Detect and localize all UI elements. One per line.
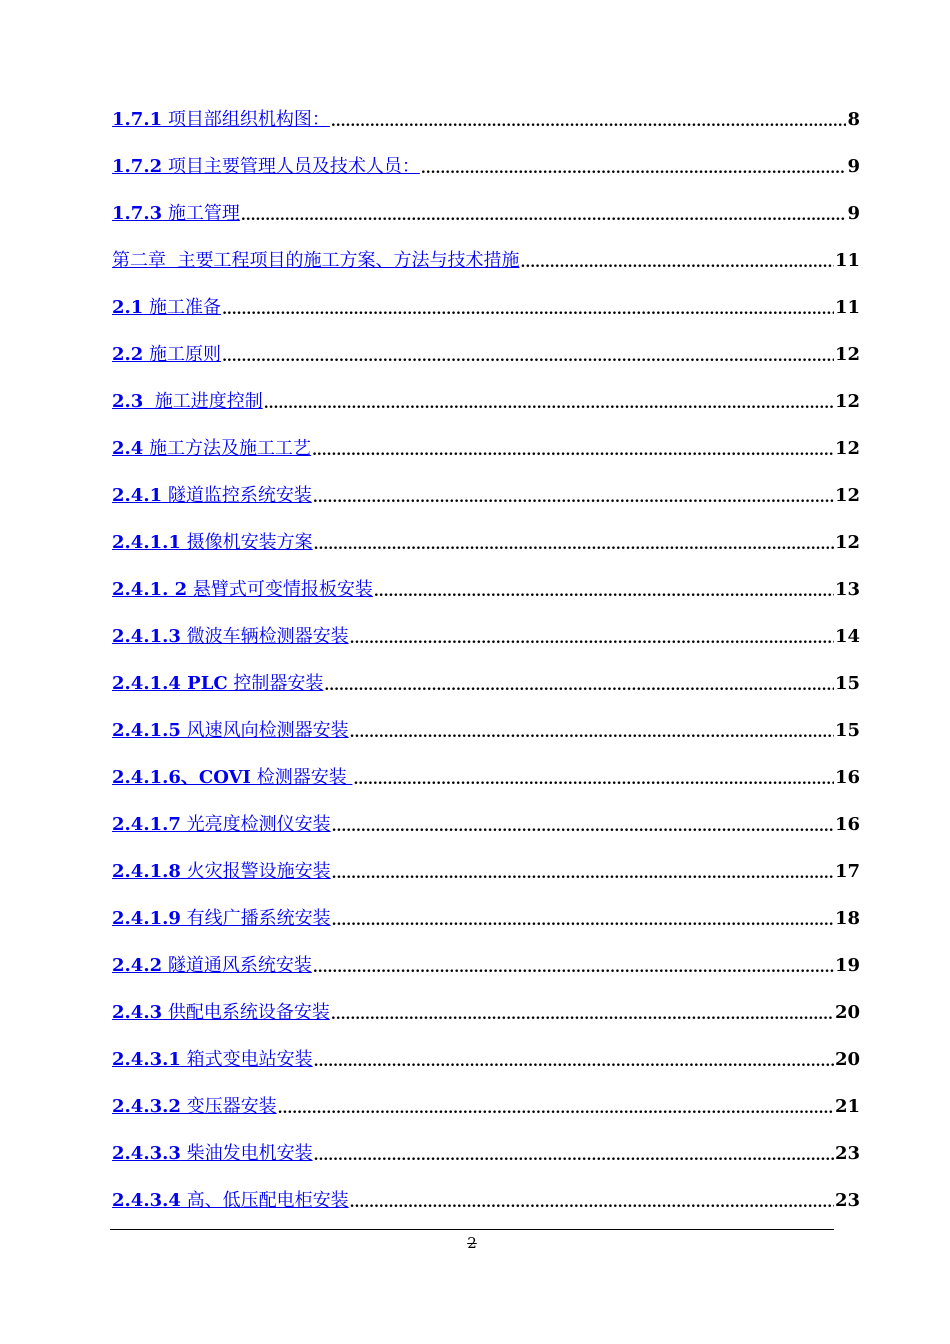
- toc-dot-leader: [313, 487, 834, 509]
- toc-entry-number: 1.7.1: [112, 108, 163, 130]
- toc-entry-title: 微波车辆检测器安装: [180, 625, 349, 647]
- toc-entry-link[interactable]: [112, 579, 373, 601]
- toc-entry-link[interactable]: [112, 203, 240, 225]
- toc-dot-leader: [332, 910, 834, 932]
- toc-entry[interactable]: [112, 190, 860, 237]
- toc-dot-leader: [331, 111, 847, 133]
- toc-entry-page: 20: [834, 1001, 860, 1023]
- toc-entry-page: 20: [834, 1048, 860, 1070]
- toc-entry[interactable]: [112, 707, 860, 754]
- toc-entry-title: 控制器安装: [227, 672, 324, 694]
- toc-entry-number: 2.4.3.1: [112, 1048, 181, 1070]
- toc-entry-page: 12: [834, 343, 860, 365]
- toc-dot-leader: [332, 863, 834, 885]
- toc-entry-title: 供配电系统设备安装: [162, 1001, 330, 1023]
- toc-entry-link[interactable]: [112, 250, 519, 272]
- toc-entry[interactable]: [112, 143, 860, 190]
- toc-dot-leader: [520, 252, 833, 274]
- toc-dot-leader: [374, 581, 834, 603]
- toc-entry-page: 8: [847, 108, 860, 130]
- toc-entry-title: 施工方法及施工工艺: [143, 437, 312, 459]
- toc-entry-link[interactable]: [112, 532, 313, 554]
- toc-dot-leader: [350, 722, 834, 744]
- toc-entry-link[interactable]: [112, 955, 312, 977]
- toc-entry-title: 变压器安装: [180, 1095, 277, 1117]
- toc-entry-link[interactable]: [112, 767, 352, 789]
- toc-entry-link[interactable]: [112, 438, 311, 460]
- toc-entry-title: 项目主要管理人员及技术人员：: [162, 155, 420, 177]
- toc-dot-leader: [222, 299, 834, 321]
- toc-dot-leader: [324, 675, 834, 697]
- toc-entry-page: 21: [834, 1095, 860, 1117]
- toc-entry-title: 火灾报警设施安装: [180, 860, 331, 882]
- toc-entry-page: 12: [834, 390, 860, 412]
- footer-divider: [110, 1229, 834, 1230]
- toc-entry-title: 施工进度控制: [143, 390, 263, 412]
- toc-entry-link[interactable]: [112, 814, 331, 836]
- toc-entry-link[interactable]: [112, 109, 330, 131]
- toc-entry-link[interactable]: [112, 1002, 330, 1024]
- toc-dot-leader: [331, 1004, 834, 1026]
- toc-entry[interactable]: [112, 1130, 860, 1177]
- toc-entry-page: 12: [834, 484, 860, 506]
- toc-entry-page: 11: [834, 296, 860, 318]
- toc-entry-page: 14: [834, 625, 860, 647]
- toc-entry-link[interactable]: [112, 720, 349, 742]
- toc-entry-title: 光亮度检测仪安装: [180, 813, 331, 835]
- toc-entry-page: 15: [834, 719, 860, 741]
- toc-entry-number: 2.4.1.4 PLC: [112, 672, 228, 694]
- toc-entry-number: 2.4: [112, 437, 144, 459]
- toc-entry[interactable]: [112, 942, 860, 989]
- toc-entry[interactable]: [112, 848, 860, 895]
- toc-dot-leader: [313, 957, 834, 979]
- toc-entry-page: 13: [834, 578, 860, 600]
- toc-entry[interactable]: [112, 660, 860, 707]
- toc-dot-leader: [350, 1192, 834, 1214]
- toc-entry[interactable]: [112, 472, 860, 519]
- toc-entry-page: 17: [834, 860, 860, 882]
- toc-dot-leader: [314, 1145, 834, 1167]
- toc-entry-number: 2.4.1.7: [112, 813, 181, 835]
- toc-entry-link[interactable]: [112, 626, 349, 648]
- toc-entry-number: 2.4.1.1: [112, 531, 181, 553]
- toc-entry-page: 16: [834, 813, 860, 835]
- toc-entry-number: 2.4.1.5: [112, 719, 181, 741]
- toc-entry-page: 12: [834, 437, 860, 459]
- toc-entry-number: 1.7.3: [112, 202, 163, 224]
- toc-entry[interactable]: [112, 754, 860, 801]
- toc-entry-number: 2.4.1.8: [112, 860, 181, 882]
- toc-entry-title: 高、低压配电柜安装: [180, 1189, 349, 1211]
- toc-entry[interactable]: [112, 237, 860, 284]
- toc-entry-page: 23: [834, 1189, 860, 1211]
- toc-entry-link[interactable]: [112, 297, 221, 319]
- toc-dot-leader: [222, 346, 834, 368]
- toc-entry-number: 2.4.3.2: [112, 1095, 181, 1117]
- toc-entry-page: 11: [834, 249, 860, 271]
- toc-entry-number: 2.4.1.3: [112, 625, 181, 647]
- toc-entry[interactable]: [112, 425, 860, 472]
- toc-entry-title: 施工准备: [143, 296, 222, 318]
- toc-entry-title: 项目部组织机构图：: [162, 108, 330, 130]
- toc-entry-link[interactable]: [112, 485, 312, 507]
- toc-entry-number: 2.4.2: [112, 954, 163, 976]
- toc-dot-leader: [350, 628, 834, 650]
- toc-entry-link[interactable]: [112, 391, 263, 413]
- toc-entry-number: 2.3: [112, 390, 144, 412]
- toc-entry[interactable]: [112, 566, 860, 613]
- toc-entry-title: 箱式变电站安装: [180, 1048, 313, 1070]
- toc-dot-leader: [312, 440, 834, 462]
- toc-entry-number: 2.2: [112, 343, 144, 365]
- toc-entry[interactable]: [112, 613, 860, 660]
- toc-entry[interactable]: [112, 801, 860, 848]
- toc-entry-link[interactable]: [112, 1096, 277, 1118]
- page-number: 2: [467, 1234, 477, 1252]
- toc-entry[interactable]: [112, 895, 860, 942]
- toc-dot-leader: [278, 1098, 834, 1120]
- toc-entry-number: 2.1: [112, 296, 144, 318]
- toc-dot-leader: [314, 1051, 834, 1073]
- toc-entry[interactable]: [112, 989, 860, 1036]
- toc-entry-number: 2.4.1.9: [112, 907, 181, 929]
- toc-entry-link[interactable]: [112, 673, 323, 695]
- toc-entry-number: 2.4.3.4: [112, 1189, 181, 1211]
- toc-entry-number: 2.4.3.3: [112, 1142, 181, 1164]
- toc-entry-title: 施工管理: [162, 202, 240, 224]
- toc-entry-link[interactable]: [112, 1049, 313, 1071]
- toc-entry[interactable]: [112, 284, 860, 331]
- toc-entry-page: 9: [847, 202, 860, 224]
- toc-entry-page: 9: [847, 155, 860, 177]
- toc-entry-number: 2.4.1: [112, 484, 163, 506]
- toc-entry[interactable]: [112, 1177, 860, 1224]
- toc-entry-title: 第二章 主要工程项目的施工方案、方法与技术措施: [112, 249, 520, 271]
- toc-entry-title: 有线广播系统安装: [180, 907, 331, 929]
- toc-entry-page: 16: [834, 766, 860, 788]
- toc-entry-page: 12: [834, 531, 860, 553]
- toc-entry-page: 19: [834, 954, 860, 976]
- toc-entry[interactable]: [112, 1083, 860, 1130]
- table-of-contents: [112, 96, 860, 1224]
- toc-entry[interactable]: [112, 331, 860, 378]
- toc-dot-leader: [332, 816, 834, 838]
- toc-entry-number: 2.4.1.6、COVI: [112, 766, 251, 788]
- toc-entry-title: 施工原则: [143, 343, 222, 365]
- toc-entry-link[interactable]: [112, 1143, 313, 1165]
- toc-dot-leader: [421, 158, 847, 180]
- toc-entry-link[interactable]: [112, 908, 331, 930]
- toc-dot-leader: [264, 393, 834, 415]
- toc-entry-number: 1.7.2: [112, 155, 163, 177]
- toc-entry-title: 风速风向检测器安装: [180, 719, 349, 741]
- toc-entry[interactable]: [112, 378, 860, 425]
- toc-entry-title: 柴油发电机安装: [180, 1142, 313, 1164]
- toc-entry-page: 18: [834, 907, 860, 929]
- toc-entry-link[interactable]: [112, 344, 221, 366]
- toc-entry[interactable]: [112, 96, 860, 143]
- toc-entry[interactable]: [112, 1036, 860, 1083]
- toc-dot-leader: [314, 534, 834, 556]
- toc-entry-number: 2.4.1. 2: [112, 578, 188, 600]
- toc-entry-title: 检测器安装: [250, 766, 353, 788]
- toc-entry-link[interactable]: [112, 156, 420, 178]
- toc-entry-title: 隧道监控系统安装: [162, 484, 312, 506]
- toc-entry-link[interactable]: [112, 1190, 349, 1212]
- toc-dot-leader: [241, 205, 847, 227]
- toc-entry-title: 摄像机安装方案: [180, 531, 313, 553]
- toc-entry[interactable]: [112, 519, 860, 566]
- toc-entry-title: 隧道通风系统安装: [162, 954, 312, 976]
- toc-entry-number: 2.4.3: [112, 1001, 163, 1023]
- toc-dot-leader: [353, 769, 834, 791]
- toc-entry-page: 15: [834, 672, 860, 694]
- toc-entry-title: 悬臂式可变情报板安装: [187, 578, 373, 600]
- toc-entry-page: 23: [834, 1142, 860, 1164]
- toc-entry-link[interactable]: [112, 861, 331, 883]
